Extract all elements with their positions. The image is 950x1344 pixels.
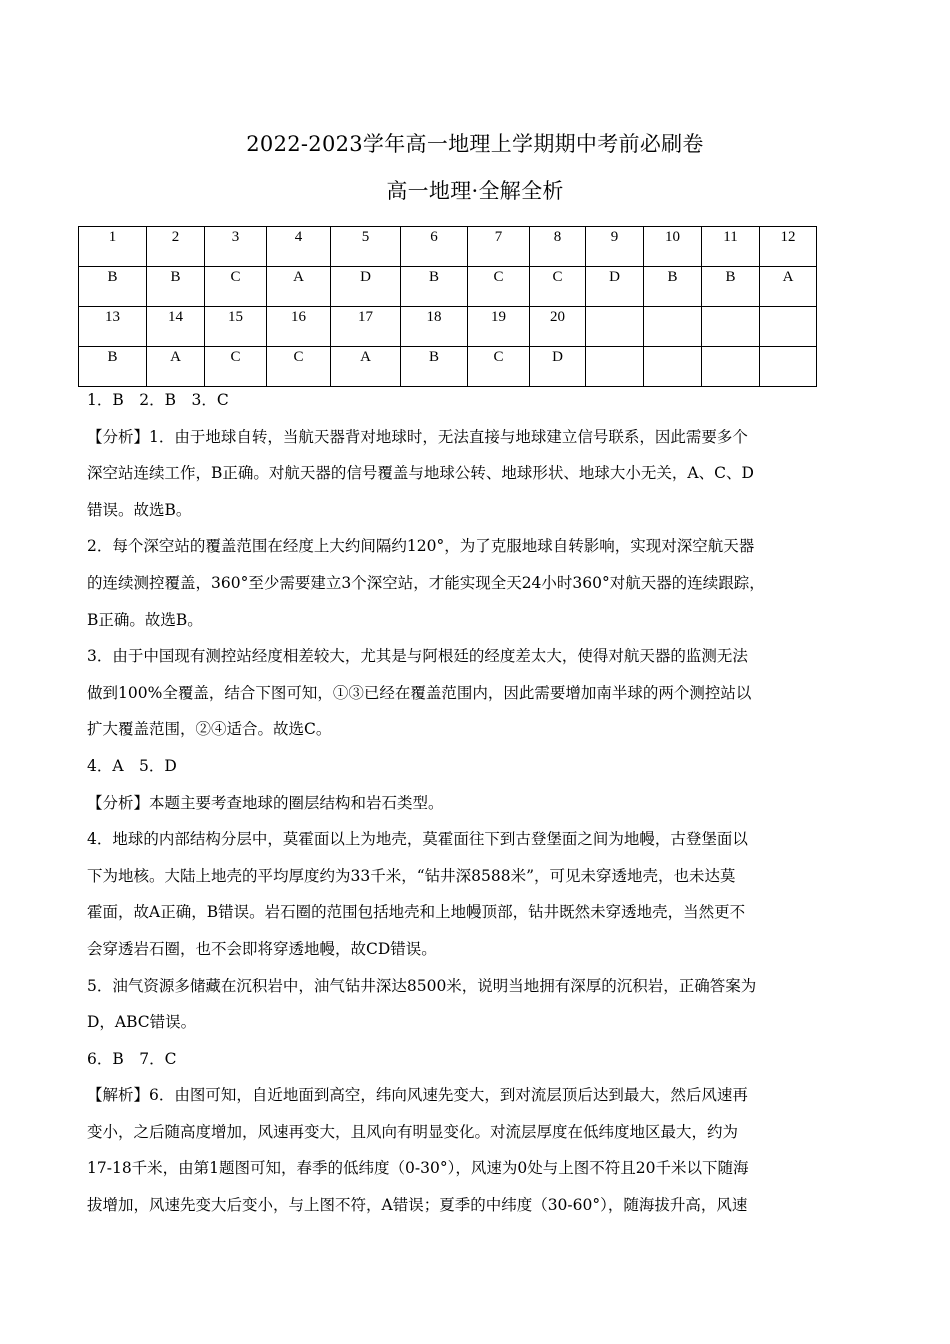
- text-line: 2．每个深空站的覆盖范围在经度上大约间隔约120°，为了克服地球自转影响，实现对深空航天器: [87, 537, 755, 556]
- answer-cell: A: [267, 267, 331, 307]
- question-number-cell: 7: [468, 227, 530, 267]
- text-line: 做到100%全覆盖，结合下图可知，①③已经在覆盖范围内，因此需要增加南半球的两个测控站以: [87, 683, 752, 702]
- text-line: 6．B 7．C: [87, 1049, 177, 1068]
- text-line: 4．A 5．D: [87, 756, 177, 775]
- text-line: 扩大覆盖范围，②④适合。故选C。: [87, 720, 332, 739]
- question-number-cell: 12: [760, 227, 817, 267]
- answer-cell: B: [147, 267, 205, 307]
- answer-cell: C: [468, 347, 530, 387]
- question-number-cell: [586, 307, 644, 347]
- question-number-cell: 13: [79, 307, 147, 347]
- question-number-cell: 16: [267, 307, 331, 347]
- question-number-cell: 4: [267, 227, 331, 267]
- answer-cell: B: [79, 267, 147, 307]
- answer-cell: D: [530, 347, 586, 387]
- question-number-cell: 5: [331, 227, 401, 267]
- text-line: 变小，之后随高度增加，风速再变大，且风向有明显变化。对流层厚度在低纬度地区最大，约为: [87, 1122, 739, 1141]
- answer-cell: [702, 347, 760, 387]
- answer-cell: [586, 347, 644, 387]
- question-number-cell: 6: [401, 227, 468, 267]
- answer-cell: B: [401, 267, 468, 307]
- question-number-cell: 2: [147, 227, 205, 267]
- question-number-cell: [644, 307, 702, 347]
- question-number-cell: [702, 307, 760, 347]
- answer-cell: C: [468, 267, 530, 307]
- text-line: 5．油气资源多储藏在沉积岩中，油气钻井深达8500米，说明当地拥有深厚的沉积岩，正确答案为: [87, 976, 757, 995]
- answer-cell: C: [267, 347, 331, 387]
- answer-cell: A: [147, 347, 205, 387]
- document-title: 2022-2023学年高一地理上学期期中考前必刷卷: [246, 132, 704, 156]
- text-line: 拔增加，风速先变大后变小，与上图不符，A错误；夏季的中纬度（30-60°），随海拔升高，风速: [87, 1196, 748, 1215]
- answer-cell: [760, 347, 817, 387]
- text-line: 3．由于中国现有测控站经度相差较大，尤其是与阿根廷的经度差太大，使得对航天器的监测无法: [87, 647, 748, 666]
- answer-cell: C: [530, 267, 586, 307]
- question-number-row: [79, 227, 817, 267]
- text-line: 【分析】1．由于地球自转，当航天器背对地球时，无法直接与地球建立信号联系，因此需要多个: [87, 427, 748, 446]
- text-line: 错误。故选B。: [87, 500, 192, 519]
- text-line: 1．B 2．B 3．C: [87, 391, 229, 409]
- answer-table: [78, 226, 817, 387]
- question-number-cell: 15: [205, 307, 267, 347]
- question-number-cell: 3: [205, 227, 267, 267]
- text-line: 会穿透岩石圈，也不会即将穿透地幔，故CD错误。: [87, 939, 437, 958]
- question-number-cell: 17: [331, 307, 401, 347]
- text-line: 深空站连续工作，B正确。对航天器的信号覆盖与地球公转、地球形状、地球大小无关，A、C、D: [87, 464, 754, 483]
- answer-cell: B: [702, 267, 760, 307]
- text-line: D，ABC错误。: [87, 1013, 197, 1032]
- text-line: 的连续测控覆盖，360°至少需要建立3个深空站，才能实现全天24小时360°对航天器的连续跟踪，: [87, 573, 765, 592]
- answer-cell: A: [760, 267, 817, 307]
- answer-cell: B: [644, 267, 702, 307]
- answer-row: [79, 347, 817, 387]
- text-line: 下为地核。大陆上地壳的平均厚度约为33千米，“钻井深8588米”，可见未穿透地壳，也未达莫: [87, 866, 736, 885]
- answer-cell: D: [586, 267, 644, 307]
- answer-cell: B: [79, 347, 147, 387]
- answer-cell: [644, 347, 702, 387]
- answer-cell: A: [331, 347, 401, 387]
- question-number-cell: 14: [147, 307, 205, 347]
- document-subtitle: 高一地理·全解全析: [386, 179, 564, 203]
- question-number-cell: 19: [468, 307, 530, 347]
- question-number-row: [79, 307, 817, 347]
- answer-cell: C: [205, 347, 267, 387]
- question-number-cell: [760, 307, 817, 347]
- text-line: 【解析】6．由图可知，自近地面到高空，纬向风速先变大，到对流层顶后达到最大，然后风速再: [87, 1086, 748, 1105]
- answer-explanations: [87, 382, 817, 1224]
- text-line: 【分析】本题主要考查地球的圈层结构和岩石类型。: [87, 793, 444, 812]
- question-number-cell: 1: [79, 227, 147, 267]
- text-line: 霍面，故A正确，B错误。岩石圈的范围包括地壳和上地幔顶部，钻井既然未穿透地壳，当然更不: [87, 903, 746, 922]
- question-number-cell: 8: [530, 227, 586, 267]
- answer-cell: C: [205, 267, 267, 307]
- text-line: 17-18千米，由第1题图可知，春季的低纬度（0-30°），风速为0处与上图不符且20千米以下随海: [87, 1159, 749, 1178]
- answer-cell: B: [401, 347, 468, 387]
- question-number-cell: 18: [401, 307, 468, 347]
- question-number-cell: 9: [586, 227, 644, 267]
- answer-cell: D: [331, 267, 401, 307]
- question-number-cell: 11: [702, 227, 760, 267]
- question-number-cell: 20: [530, 307, 586, 347]
- text-line: B正确。故选B。: [87, 610, 203, 629]
- question-number-cell: 10: [644, 227, 702, 267]
- answer-row: [79, 267, 817, 307]
- text-line: 4．地球的内部结构分层中，莫霍面以上为地壳，莫霍面往下到古登堡面之间为地幔，古登堡面以: [87, 830, 748, 849]
